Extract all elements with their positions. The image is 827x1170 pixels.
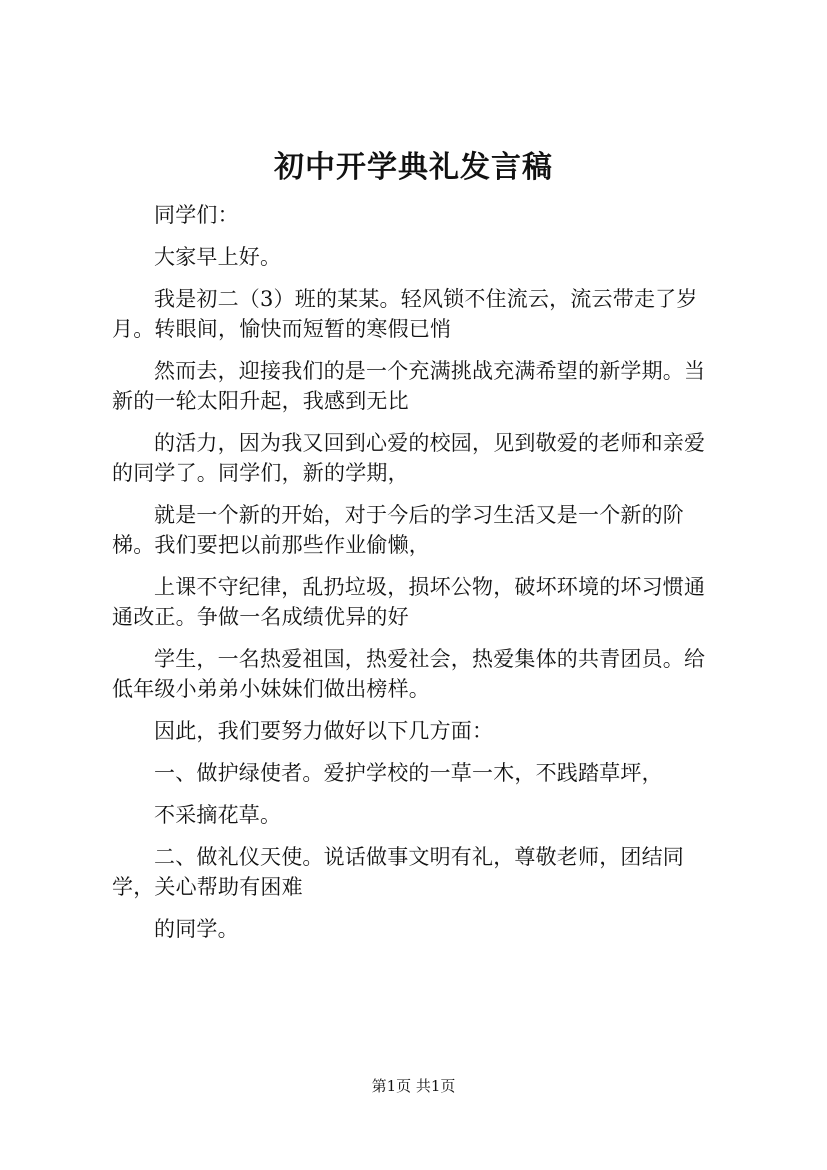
paragraph: 的同学。: [154, 917, 239, 941]
paragraph: 二、做礼仪天使。说话做事文明有礼，尊敬老师，团结同学，关心帮助有困难: [112, 845, 684, 899]
paragraph: 我是初二（3）班的某某。轻风锁不住流云，流云带走了岁月。转眼间，愉快而短暂的寒假已悄: [112, 287, 698, 341]
page-number-footer: 第1页 共1页: [371, 1077, 456, 1095]
paragraph: 然而去，迎接我们的是一个充满挑战充满希望的新学期。当新的一轮太阳升起，我感到无比: [112, 359, 706, 413]
paragraph: 的活力，因为我又回到心爱的校园，见到敬爱的老师和亲爱的同学了。同学们，新的学期，: [112, 431, 706, 485]
paragraph: 上课不守纪律，乱扔垃圾，损坏公物，破坏环境的坏习惯通通改正。争做一名成绩优异的好: [112, 575, 706, 629]
paragraph: 因此，我们要努力做好以下几方面：: [154, 719, 494, 743]
paragraph: 不采摘花草。: [154, 803, 282, 827]
paragraph: 就是一个新的开始，对于今后的学习生活又是一个新的阶梯。我们要把以前那些作业偷懒，: [112, 503, 684, 557]
document-title: 初中开学典礼发言稿: [274, 150, 553, 185]
paragraph: 一、做护绿使者。爱护学校的一草一木，不践踏草坪，: [154, 761, 663, 785]
paragraph: 同学们：: [154, 203, 239, 227]
paragraph: 大家早上好。: [154, 245, 282, 269]
paragraph: 学生，一名热爱祖国，热爱社会，热爱集体的共青团员。给低年级小弟弟小妹妹们做出榜样。: [112, 647, 706, 701]
document-body: [112, 200, 720, 956]
